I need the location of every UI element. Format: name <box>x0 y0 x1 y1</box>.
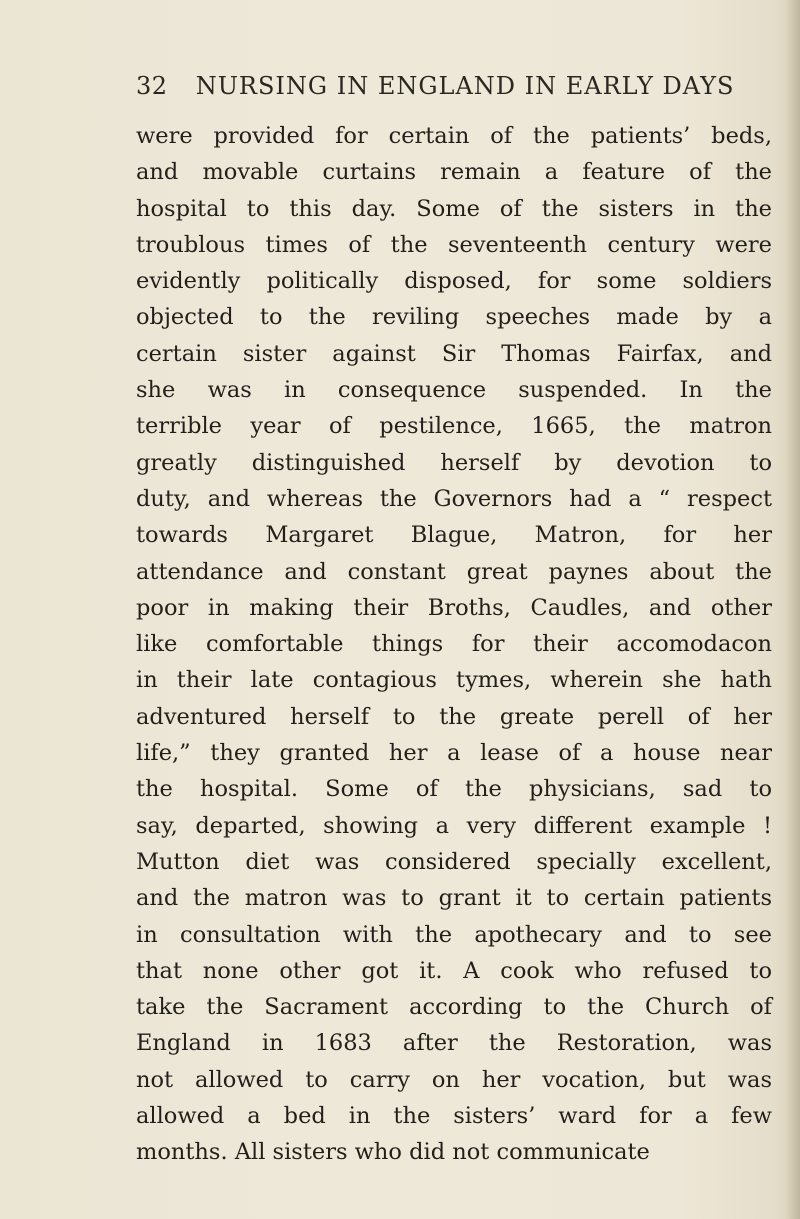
text-line: objected to the reviling speeches made by a <box>136 304 772 331</box>
text-line: towards Margaret Blague, Matron, for her <box>136 522 772 549</box>
page-number: 32 <box>136 72 168 100</box>
text-line: terrible year of pestilence, 1665, the matron <box>136 413 772 440</box>
text-line: say, departed, showing a very different example ! <box>136 812 772 839</box>
text-line: certain sister against Sir Thomas Fairfax, and <box>136 340 772 367</box>
text-line: take the Sacrament according to the Church of <box>136 994 772 1021</box>
text-line: in their late contagious tymes, wherein she hath <box>136 667 772 694</box>
text-line: like comfortable things for their accomodacon <box>136 631 772 658</box>
text-line: and the matron was to grant it to certain patients <box>136 885 772 912</box>
text-line: duty, and whereas the Governors had a “ respect <box>136 485 772 512</box>
text-line: allowed a bed in the sisters’ ward for a few <box>136 1103 772 1130</box>
body-text <box>136 118 772 1171</box>
text-line: hospital to this day. Some of the sisters in the <box>136 195 772 222</box>
text-line: poor in making their Broths, Caudles, and other <box>136 594 772 621</box>
page-edge-shadow <box>786 0 800 1219</box>
text-line: England in 1683 after the Restoration, was <box>136 1030 772 1057</box>
text-line: Mutton diet was considered specially excellent, <box>136 848 772 875</box>
text-line: adventured herself to the greate perell of her <box>136 703 772 730</box>
text-line: months. All sisters who did not communicate <box>136 1139 650 1166</box>
text-line: in consultation with the apothecary and to see <box>136 921 772 948</box>
text-line: troublous times of the seventeenth century were <box>136 231 772 258</box>
text-line: greatly distinguished herself by devotion to <box>136 449 772 476</box>
text-line: that none other got it. A cook who refused to <box>136 957 772 984</box>
running-head: NURSING IN ENGLAND IN EARLY DAYS <box>195 72 735 100</box>
text-line: the hospital. Some of the physicians, sad to <box>136 776 772 803</box>
text-line: she was in consequence suspended. In the <box>136 377 772 404</box>
text-line: and movable curtains remain a feature of the <box>136 159 772 186</box>
text-line: life,” they granted her a lease of a house near <box>136 740 772 767</box>
text-line: evidently politically disposed, for some soldiers <box>136 268 772 295</box>
text-line: attendance and constant great paynes about the <box>136 558 772 585</box>
page-header <box>136 72 776 100</box>
text-line: not allowed to carry on her vocation, but was <box>136 1066 772 1093</box>
text-line: were provided for certain of the patients’ beds, <box>136 123 772 149</box>
